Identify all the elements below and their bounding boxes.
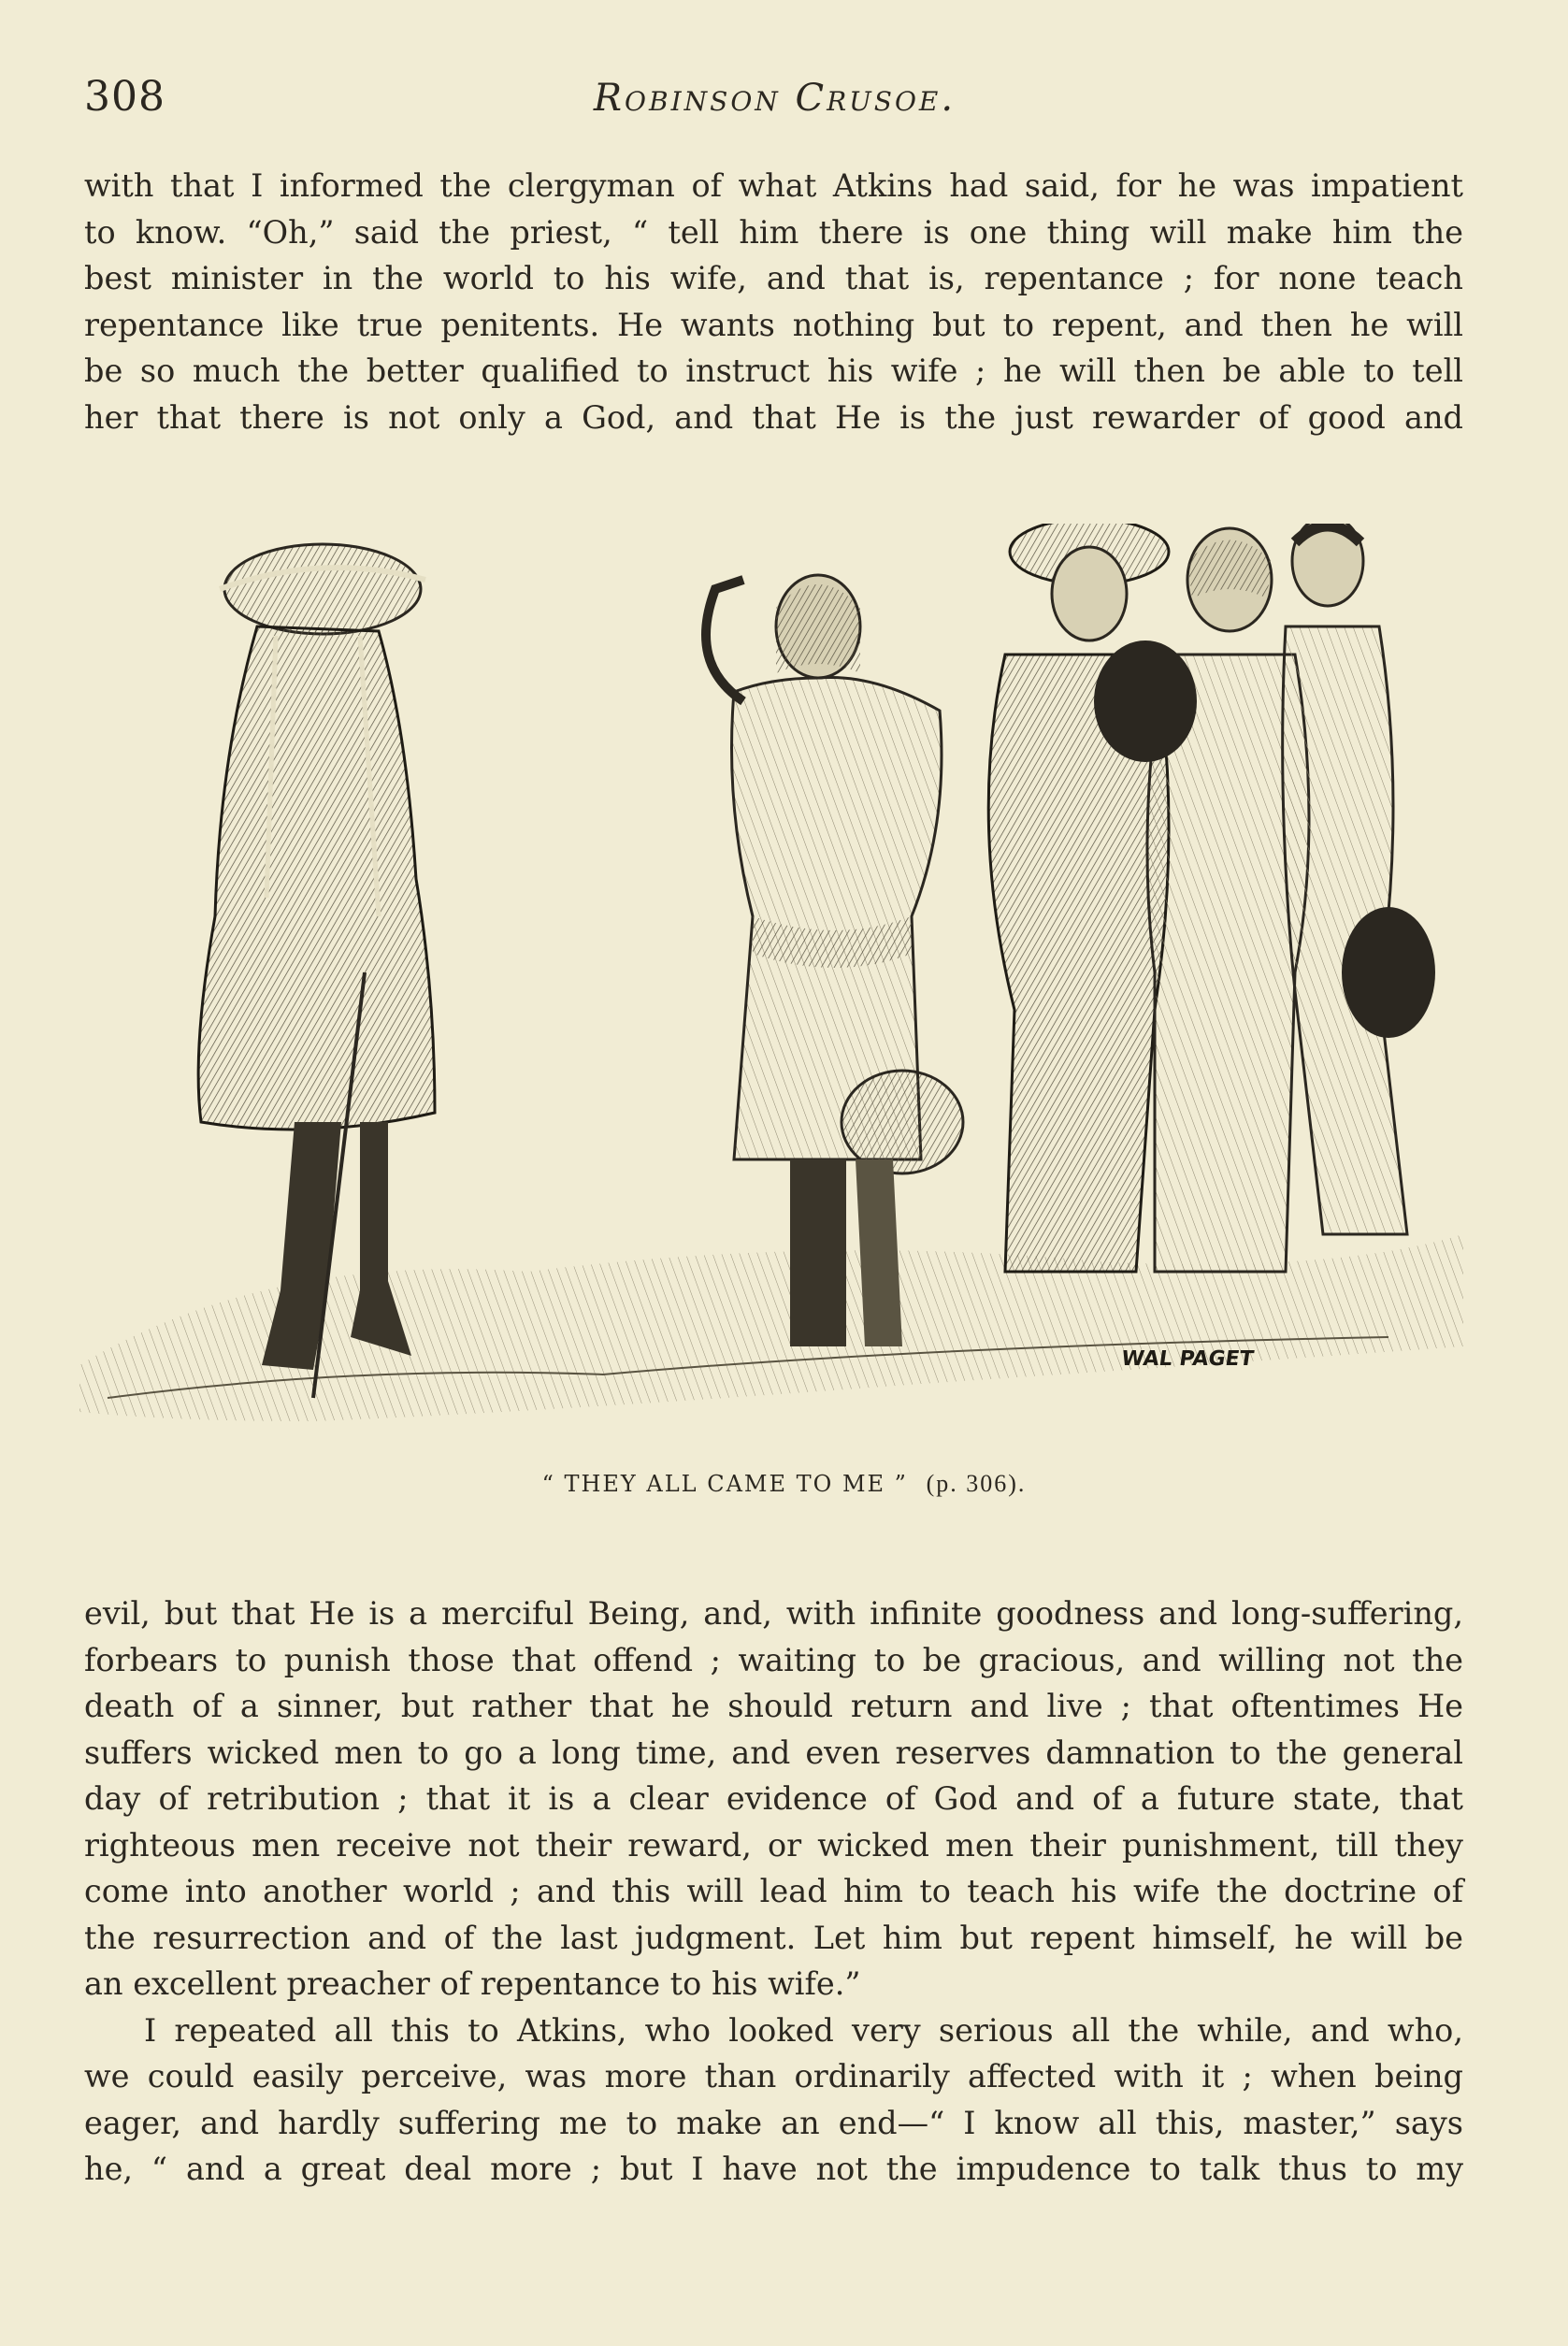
text-line: the resurrection and of the last judgment. Let him but repent himself, he will be [84,1919,1463,1956]
text-line: suffers wicked men to go a long time, and even reserves damnation to the general [84,1734,1463,1771]
engraving-illustration [79,524,1482,1468]
text-line: an excellent preacher of repentance to his wife.” [84,1965,861,2002]
text-line: righteous men receive not their reward, or wicked men their punishment, till they [84,1826,1463,1864]
caption-page-reference: (p. 306). [926,1470,1027,1497]
text-line: best minister in the world to his wife, and that is, repentance ; for none teach [84,260,1463,296]
text-line: eager, and hardly suffering me to make an end—“ I know all this, master,” says [84,2104,1463,2141]
engraving-artwork [79,524,1482,1468]
figure-castaway-one [706,575,963,1346]
figure-gentleman [198,544,435,1398]
text-line: day of retribution ; that it is a clear evidence of God and of a future state, that [84,1780,1463,1817]
running-title: Robinson Crusoe. [593,77,957,120]
figure-group-castaways [988,524,1435,1272]
text-line: repentance like true penitents. He wants nothing but to repent, and then he will [84,306,1463,343]
text-line: I repeated all this to Atkins, who looked very serious all the while, and who, [144,2011,1463,2049]
caption-text: “ THEY ALL CAME TO ME ” [541,1471,908,1497]
page-header [84,73,1465,138]
page-number: 308 [84,73,165,121]
text-line: evil, but that He is a merciful Being, and, with infinite goodness and long-suffering, [84,1595,1463,1632]
body-text-top [84,163,1463,440]
text-line: be so much the better qualified to instruct his wife ; he will then be able to tell [84,353,1463,389]
text-line: forbears to punish those that offend ; waiting to be gracious, and willing not the [84,1641,1463,1678]
body-text-bottom [84,1590,1463,2193]
artist-signature: WAL PAGET [1119,1346,1256,1371]
text-line: to know. “Oh,” said the priest, “ tell him there is one thing will make him the [84,213,1463,251]
text-line: we could easily perceive, was more than ordinarily affected with it ; when being [84,2058,1463,2094]
text-line: come into another world ; and this will lead him to teach his wife the doctrine of [84,1873,1463,1909]
text-line: with that I informed the clergyman of what Atkins had said, for he was impatient [84,167,1463,204]
text-line: death of a sinner, but rather that he should return and live ; that oftentimes He [84,1688,1463,1724]
text-line: her that there is not only a God, and that He is the just rewarder of good and [84,398,1463,436]
text-line: he, “ and a great deal more ; but I have not the impudence to talk thus to my [84,2151,1463,2187]
illustration-caption [0,1470,1568,1498]
